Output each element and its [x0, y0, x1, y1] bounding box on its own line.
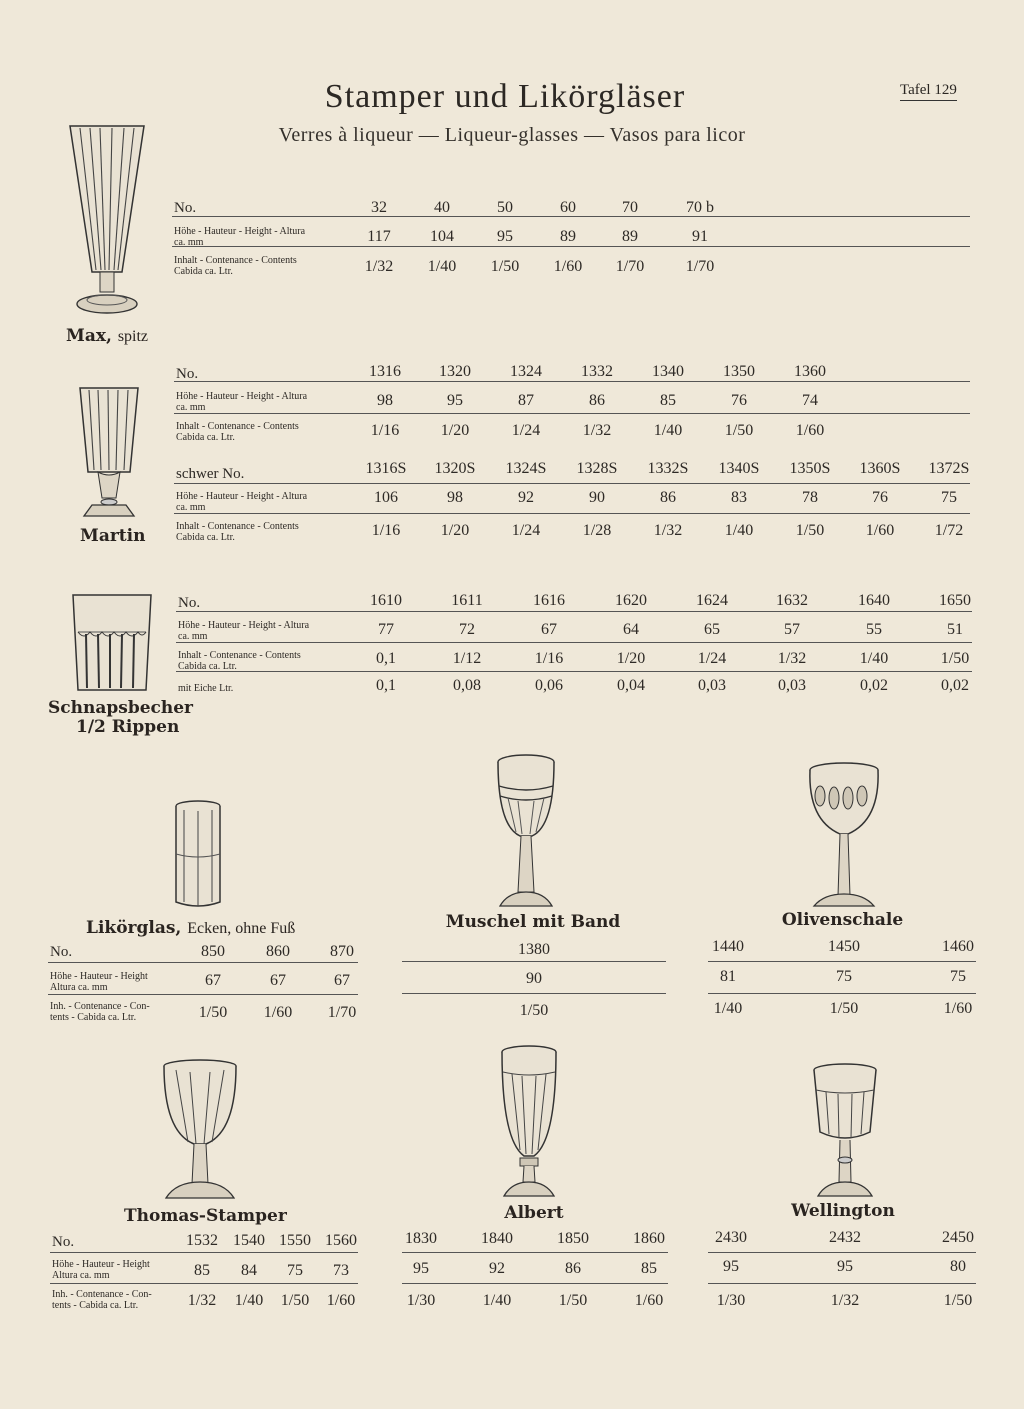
albert-height-cell: 95: [413, 1260, 429, 1277]
glass-wellington-icon: [810, 1062, 880, 1200]
thomas-contents-cell: 1/32: [187, 1292, 217, 1309]
schnaps-number-cell: 1620: [615, 592, 647, 609]
max-height-cell: 91: [692, 228, 708, 245]
martin-schwer-number-cell: 1372S: [928, 460, 970, 477]
oliven-number-cell: 1440: [712, 938, 744, 955]
oliven-height-cell: 75: [950, 968, 966, 985]
max-height-cell: 89: [622, 228, 638, 245]
martin-schwer-contents-label: Inhalt - Contenance - Contents Cabida ca. Ltr.: [176, 521, 299, 543]
divider: [402, 961, 666, 962]
martin-schwer-contents-cell: 1/72: [934, 522, 964, 539]
divider: [174, 483, 970, 484]
divider: [708, 1283, 976, 1284]
martin-contents-cell: 1/32: [582, 422, 612, 439]
muschel-name: Muschel mit Band: [445, 912, 621, 932]
likoerglas-height-cell: 67: [334, 972, 350, 989]
glass-albert-icon: [498, 1044, 560, 1200]
likoerglas-height-label: Höhe - Hauteur - Height Altura ca. mm: [50, 971, 148, 993]
glass-martin-icon: [76, 386, 142, 526]
glass-likoerglas-icon: [172, 798, 224, 910]
albert-contents-cell: 1/50: [558, 1292, 588, 1309]
divider: [708, 993, 976, 994]
thomas-number-cell: 1550: [279, 1232, 311, 1249]
martin-schwer-height-cell: 106: [374, 489, 398, 506]
wellington-name: Wellington: [791, 1201, 895, 1221]
martin-height-cell: 95: [447, 392, 463, 409]
divider: [50, 1252, 358, 1253]
martin-schwer-contents-cell: 1/28: [582, 522, 612, 539]
wellington-height-cell: 95: [723, 1258, 739, 1275]
divider: [174, 413, 970, 414]
schnaps-contents-label: Inhalt - Contenance - Contents Cabida ca. Ltr.: [178, 650, 301, 672]
martin-height-cell: 74: [802, 392, 818, 409]
martin-schwer-height-cell: 83: [731, 489, 747, 506]
martin-schwer-number-cell: 1316S: [365, 460, 407, 477]
muschel-height-cell: 90: [526, 970, 542, 987]
max-height-cell: 95: [497, 228, 513, 245]
martin-schwer-contents-cell: 1/20: [440, 522, 470, 539]
martin-contents-label: Inhalt - Contenance - Contents Cabida ca. Ltr.: [176, 421, 299, 443]
wellington-number-cell: 2450: [942, 1229, 974, 1246]
thomas-name: Thomas-Stamper: [124, 1206, 287, 1226]
oliven-number-cell: 1460: [942, 938, 974, 955]
martin-number-cell: 1320: [439, 363, 471, 380]
likoerglas-contents-cell: 1/70: [327, 1004, 357, 1021]
thomas-number-cell: 1540: [233, 1232, 265, 1249]
schnaps-name: Schnapsbecher: [48, 698, 194, 718]
schnaps-contents-cell: 0,1: [376, 650, 396, 667]
oliven-height-cell: 81: [720, 968, 736, 985]
glass-olivenschale-icon: [804, 760, 884, 910]
max-contents-cell: 1/60: [553, 258, 583, 275]
schnaps-number-cell: 1640: [858, 592, 890, 609]
max-contents-cell: 1/70: [685, 258, 715, 275]
schnaps-name-2: 1/2 Rippen: [76, 717, 180, 737]
martin-name: Martin: [80, 526, 146, 546]
oliven-contents-cell: 1/50: [829, 1000, 859, 1017]
martin-schwer-height-label: Höhe - Hauteur - Height - Altura ca. mm: [176, 491, 308, 513]
wellington-contents-cell: 1/32: [830, 1292, 860, 1309]
glass-thomas-icon: [158, 1058, 242, 1204]
schnaps-height-cell: 77: [378, 621, 394, 638]
glass-muschel-icon: [494, 752, 558, 910]
likoerglas-height-cell: 67: [270, 972, 286, 989]
martin-height-cell: 86: [589, 392, 605, 409]
martin-height-label: Höhe - Hauteur - Height - Altura ca. mm: [176, 391, 308, 413]
albert-name: Albert: [504, 1203, 564, 1223]
albert-number-cell: 1850: [557, 1230, 589, 1247]
schnaps-eiche-cell: 0,1: [376, 677, 396, 694]
martin-schwer-height-cell: 76: [872, 489, 888, 506]
thomas-height-cell: 84: [241, 1262, 257, 1279]
martin-height-cell: 87: [518, 392, 534, 409]
glass-max-icon: [64, 122, 150, 322]
schnaps-eiche-cell: 0,03: [778, 677, 806, 694]
martin-contents-cell: 1/16: [370, 422, 400, 439]
martin-schwer-number-cell: 1360S: [859, 460, 901, 477]
glass-schnapsbecher-icon: [70, 592, 154, 694]
max-name: Max, spitz: [66, 326, 149, 346]
divider: [174, 381, 970, 382]
wellington-number-cell: 2432: [829, 1229, 861, 1246]
schnaps-number-cell: 1611: [451, 592, 483, 609]
wellington-contents-cell: 1/30: [716, 1292, 746, 1309]
max-number-cell: 50: [497, 199, 513, 216]
divider: [402, 1252, 668, 1253]
martin-number-cell: 1350: [723, 363, 755, 380]
thomas-contents-label: Inh. - Contenance - Con- tents - Cabida ca. Ltr.: [52, 1289, 152, 1311]
albert-height-cell: 86: [565, 1260, 581, 1277]
martin-contents-cell: 1/50: [724, 422, 754, 439]
martin-height-cell: 85: [660, 392, 676, 409]
martin-number-cell: 1332: [581, 363, 613, 380]
albert-contents-cell: 1/40: [482, 1292, 512, 1309]
martin-no-label: No.: [176, 366, 199, 382]
schnaps-no-label: No.: [178, 595, 201, 611]
martin-schwer-contents-cell: 1/50: [795, 522, 825, 539]
divider: [172, 246, 970, 247]
likoerglas-contents-cell: 1/50: [198, 1004, 228, 1021]
martin-schwer-number-cell: 1350S: [789, 460, 831, 477]
schnaps-eiche-cell: 0,02: [860, 677, 888, 694]
schnaps-eiche-cell: 0,06: [535, 677, 563, 694]
divider: [176, 611, 972, 612]
max-number-cell: 70 b: [686, 199, 714, 216]
albert-height-cell: 92: [489, 1260, 505, 1277]
max-contents-cell: 1/70: [615, 258, 645, 275]
likoerglas-contents-label: Inh. - Contenance - Con- tents - Cabida ca. Ltr.: [50, 1001, 150, 1023]
muschel-number-cell: 1380: [518, 941, 550, 958]
schnaps-height-cell: 51: [947, 621, 963, 638]
schnaps-height-label: Höhe - Hauteur - Height - Altura ca. mm: [178, 620, 310, 642]
schnaps-contents-cell: 1/50: [940, 650, 970, 667]
schnaps-height-cell: 65: [704, 621, 720, 638]
albert-number-cell: 1830: [405, 1230, 437, 1247]
likoerglas-number-cell: 860: [266, 943, 290, 960]
max-number-cell: 32: [371, 199, 387, 216]
wellington-number-cell: 2430: [715, 1229, 747, 1246]
martin-number-cell: 1360: [794, 363, 826, 380]
schnaps-height-cell: 67: [541, 621, 557, 638]
martin-contents-cell: 1/60: [795, 422, 825, 439]
divider: [50, 1283, 358, 1284]
martin-contents-cell: 1/40: [653, 422, 683, 439]
max-contents-cell: 1/50: [490, 258, 520, 275]
divider: [402, 1283, 668, 1284]
oliven-name: Olivenschale: [781, 910, 904, 930]
martin-schwer-contents-cell: 1/40: [724, 522, 754, 539]
martin-schwer-height-cell: 90: [589, 489, 605, 506]
thomas-height-label: Höhe - Hauteur - Height Altura ca. mm: [52, 1259, 150, 1281]
albert-number-cell: 1840: [481, 1230, 513, 1247]
divider: [708, 1252, 976, 1253]
likoerglas-contents-cell: 1/60: [263, 1004, 293, 1021]
likoerglas-no-label: No.: [50, 944, 73, 960]
max-contents-label: Inhalt - Contenance - Contents Cabida ca. Ltr.: [174, 255, 297, 277]
schnaps-contents-cell: 1/12: [452, 650, 482, 667]
max-number-cell: 70: [622, 199, 638, 216]
albert-number-cell: 1860: [633, 1230, 665, 1247]
martin-schwer-contents-cell: 1/24: [511, 522, 541, 539]
martin-height-cell: 98: [377, 392, 393, 409]
thomas-contents-cell: 1/60: [326, 1292, 356, 1309]
max-height-label: Höhe - Hauteur - Height - Altura ca. mm: [174, 226, 306, 248]
schnaps-number-cell: 1650: [939, 592, 971, 609]
schnaps-contents-cell: 1/24: [697, 650, 727, 667]
max-height-cell: 89: [560, 228, 576, 245]
schnaps-contents-cell: 1/20: [616, 650, 646, 667]
max-height-cell: 117: [367, 228, 391, 245]
schnaps-eiche-cell: 0,03: [698, 677, 726, 694]
martin-number-cell: 1340: [652, 363, 684, 380]
martin-schwer-height-cell: 75: [941, 489, 957, 506]
wellington-height-cell: 80: [950, 1258, 966, 1275]
max-contents-cell: 1/32: [364, 258, 394, 275]
martin-schwer-contents-cell: 1/32: [653, 522, 683, 539]
max-no-label: No.: [174, 200, 197, 216]
schnaps-number-cell: 1616: [533, 592, 565, 609]
divider: [176, 671, 972, 672]
thomas-number-cell: 1560: [325, 1232, 357, 1249]
martin-schwer-number-cell: 1340S: [718, 460, 760, 477]
thomas-number-cell: 1532: [186, 1232, 218, 1249]
martin-schwer-height-cell: 92: [518, 489, 534, 506]
plate-number: Tafel 129: [900, 82, 957, 101]
albert-contents-cell: 1/30: [406, 1292, 436, 1309]
divider: [174, 513, 970, 514]
schnaps-eiche-cell: 0,02: [941, 677, 969, 694]
schnaps-eiche-cell: 0,04: [617, 677, 645, 694]
max-number-cell: 40: [434, 199, 450, 216]
martin-schwer-contents-cell: 1/16: [371, 522, 401, 539]
oliven-contents-cell: 1/40: [713, 1000, 743, 1017]
martin-schwer-number-cell: 1332S: [647, 460, 689, 477]
martin-contents-cell: 1/20: [440, 422, 470, 439]
schnaps-contents-cell: 1/32: [777, 650, 807, 667]
thomas-contents-cell: 1/40: [234, 1292, 264, 1309]
martin-contents-cell: 1/24: [511, 422, 541, 439]
schnaps-height-cell: 57: [784, 621, 800, 638]
likoerglas-number-cell: 850: [201, 943, 225, 960]
schnaps-contents-cell: 1/40: [859, 650, 889, 667]
max-height-cell: 104: [430, 228, 454, 245]
divider: [176, 642, 972, 643]
schnaps-height-cell: 72: [459, 621, 475, 638]
divider: [708, 961, 976, 962]
likoerglas-name: Likörglas, Ecken, ohne Fuß: [86, 918, 296, 938]
albert-contents-cell: 1/60: [634, 1292, 664, 1309]
schnaps-number-cell: 1624: [696, 592, 728, 609]
albert-height-cell: 85: [641, 1260, 657, 1277]
martin-schwer-height-cell: 78: [802, 489, 818, 506]
oliven-height-cell: 75: [836, 968, 852, 985]
martin-schwer-label: schwer No.: [176, 466, 245, 482]
thomas-height-cell: 75: [287, 1262, 303, 1279]
martin-height-cell: 76: [731, 392, 747, 409]
thomas-height-cell: 85: [194, 1262, 210, 1279]
likoerglas-suffix: Ecken, ohne Fuß: [187, 920, 296, 937]
divider: [402, 993, 666, 994]
max-contents-cell: 1/40: [427, 258, 457, 275]
martin-schwer-number-cell: 1324S: [505, 460, 547, 477]
max-suffix: spitz: [117, 328, 149, 345]
schnaps-number-cell: 1632: [776, 592, 808, 609]
martin-schwer-number-cell: 1320S: [434, 460, 476, 477]
likoerglas-number-cell: 870: [330, 943, 354, 960]
page-subtitle: Verres à liqueur — Liqueur-glasses — Vasos para licor: [278, 124, 746, 146]
likoerglas-height-cell: 67: [205, 972, 221, 989]
muschel-contents-cell: 1/50: [519, 1002, 549, 1019]
schnaps-eiche-cell: 0,08: [453, 677, 481, 694]
divider: [48, 962, 358, 963]
martin-number-cell: 1316: [369, 363, 401, 380]
max-number-cell: 60: [560, 199, 576, 216]
martin-schwer-contents-cell: 1/60: [865, 522, 895, 539]
oliven-number-cell: 1450: [828, 938, 860, 955]
martin-schwer-height-cell: 98: [447, 489, 463, 506]
divider: [48, 994, 358, 995]
martin-schwer-number-cell: 1328S: [576, 460, 618, 477]
wellington-contents-cell: 1/50: [943, 1292, 973, 1309]
schnaps-height-cell: 64: [623, 621, 639, 638]
oliven-contents-cell: 1/60: [943, 1000, 973, 1017]
thomas-height-cell: 73: [333, 1262, 349, 1279]
martin-number-cell: 1324: [510, 363, 542, 380]
schnaps-number-cell: 1610: [370, 592, 402, 609]
wellington-height-cell: 95: [837, 1258, 853, 1275]
thomas-no-label: No.: [52, 1234, 75, 1250]
schnaps-contents-cell: 1/16: [534, 650, 564, 667]
thomas-contents-cell: 1/50: [280, 1292, 310, 1309]
martin-schwer-height-cell: 86: [660, 489, 676, 506]
page-title: Stamper und Likörgläser: [324, 78, 686, 115]
schnaps-height-cell: 55: [866, 621, 882, 638]
schnaps-eiche-label: mit Eiche Ltr.: [178, 683, 234, 694]
